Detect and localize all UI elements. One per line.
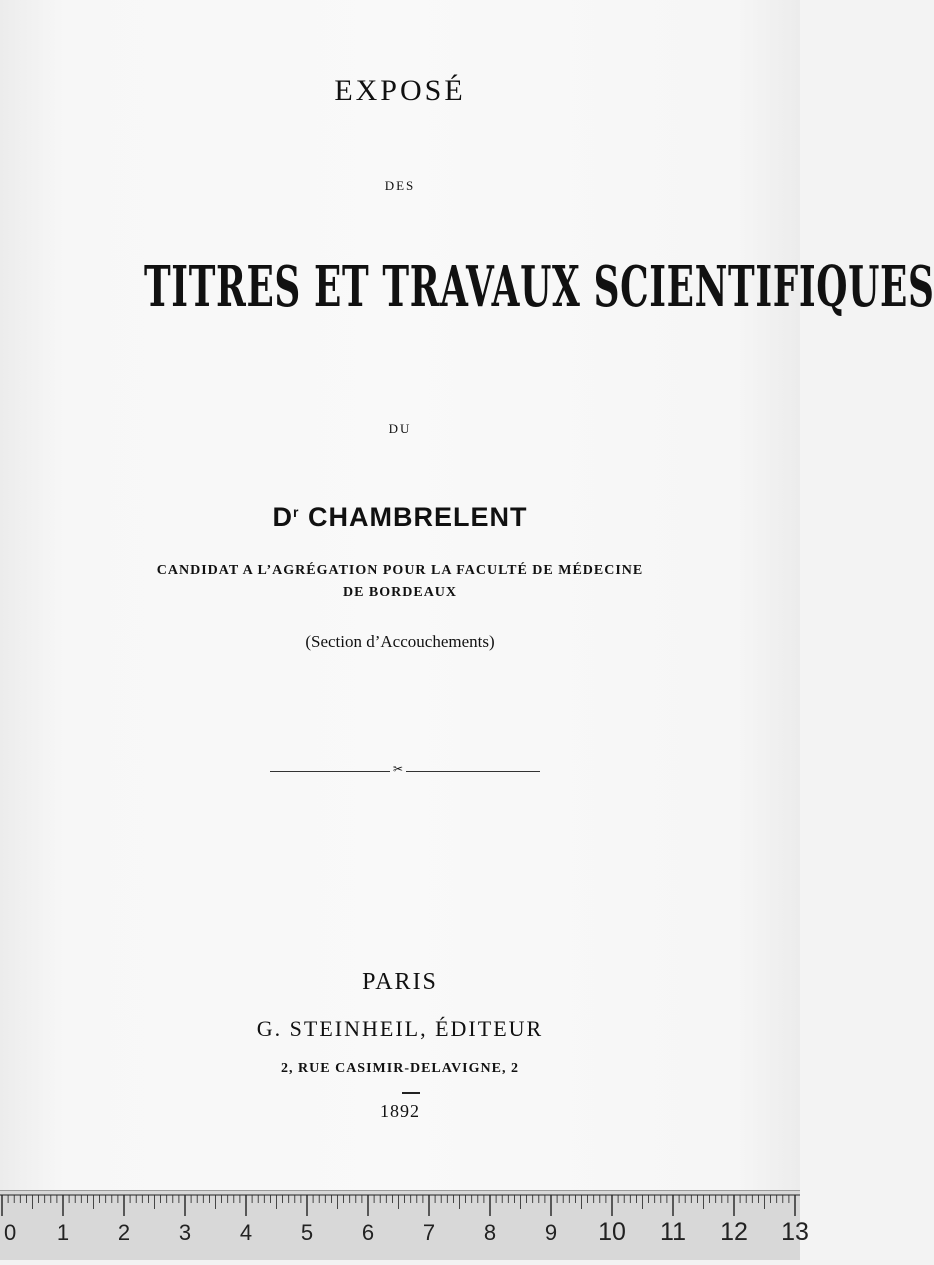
section-label: (Section d’Accouchements) (305, 632, 495, 651)
ruler-label: 5 (300, 1220, 314, 1245)
expose-heading: EXPOSÉ (334, 74, 466, 107)
author-name: CHAMBRELENT (307, 502, 528, 532)
author-suffix: r (293, 504, 300, 520)
publisher-name: G. STEINHEIL, ÉDITEUR (256, 1016, 544, 1041)
ruler-label: 13 (781, 1218, 809, 1246)
ruler-label: 8 (483, 1220, 497, 1245)
ruler-label: 7 (422, 1220, 436, 1245)
ruler-label: 6 (361, 1220, 375, 1245)
ruler-label: 1 (56, 1220, 70, 1245)
author-prefix: D (272, 502, 294, 532)
publication-year: 1892 (380, 1101, 420, 1121)
ruler-label: 4 (239, 1220, 253, 1245)
ruler-label: 9 (544, 1220, 558, 1245)
measurement-ruler (0, 1190, 809, 1260)
preposition-du: DU (388, 421, 412, 436)
candidacy-line-1: CANDIDAT A L’AGRÉGATION POUR LA FACULTÉ DE MÉDECINE (156, 563, 644, 578)
divider-ornament-icon: ✂ (390, 763, 406, 775)
publisher-address: 2, RUE CASIMIR-DELAVIGNE, 2 (281, 1061, 519, 1076)
ruler-graphic (0, 1191, 809, 1260)
author-line (0, 502, 800, 533)
ruler-label: 3 (178, 1220, 192, 1245)
ruler-label: 2 (117, 1220, 131, 1245)
ruler-label: 0 (4, 1220, 17, 1245)
main-title: TITRES ET TRAVAUX SCIENTIFIQUES (144, 254, 934, 320)
ruler-label: 12 (720, 1218, 748, 1246)
conjunction-des: DES (384, 178, 416, 193)
year-rule (402, 1092, 420, 1094)
candidacy-line-2: DE BORDEAUX (342, 585, 458, 600)
publication-city: PARIS (362, 969, 438, 995)
ruler-label: 11 (660, 1218, 686, 1246)
ruler-label: 10 (598, 1218, 626, 1246)
